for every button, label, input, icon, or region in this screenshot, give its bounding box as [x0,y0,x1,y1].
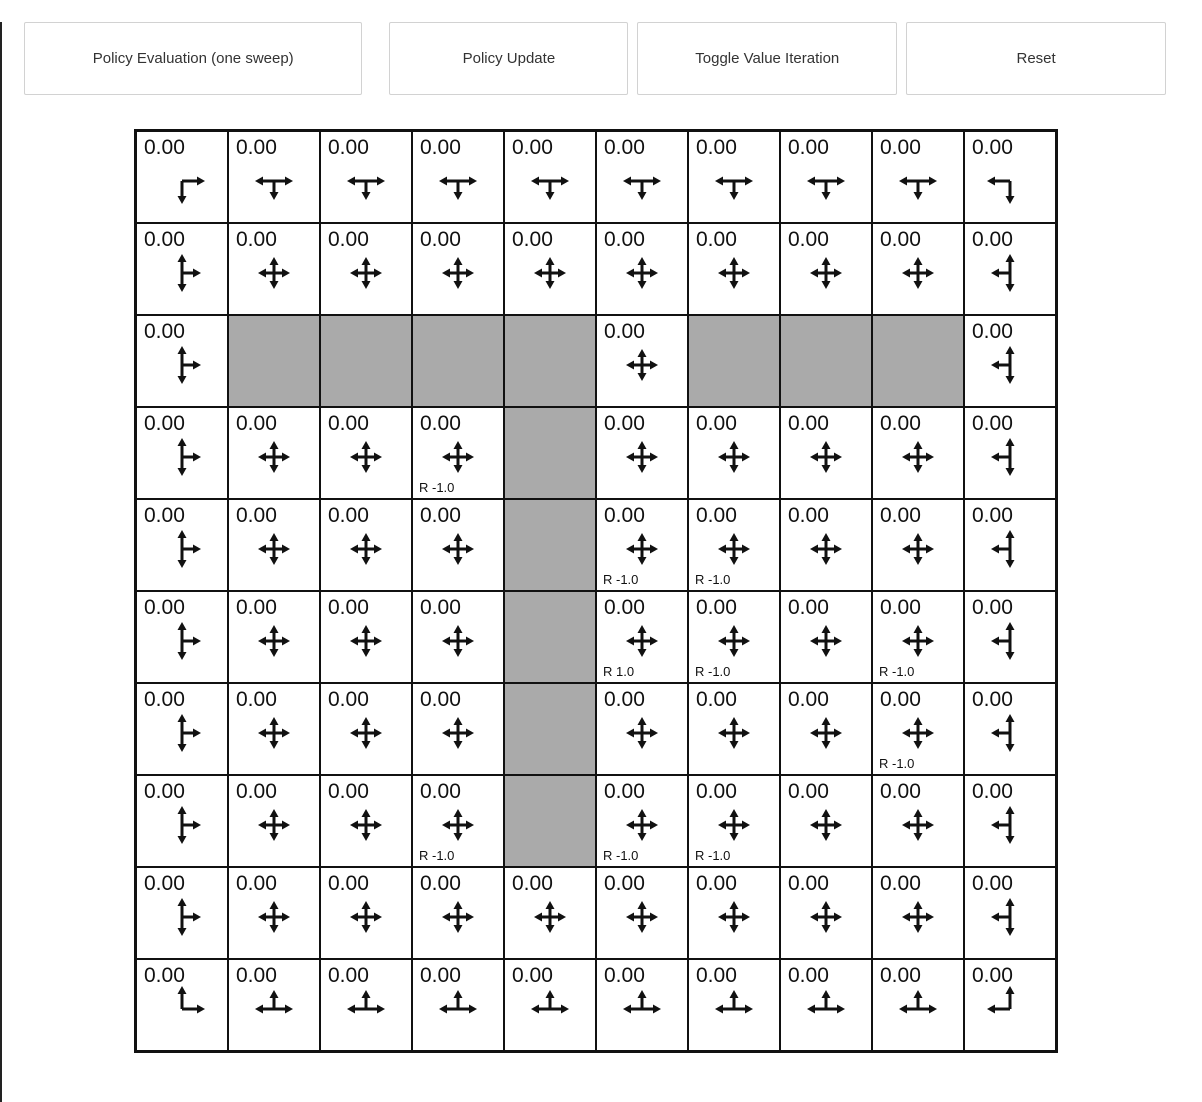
grid-cell[interactable] [412,131,504,223]
cell-value: 0.00 [788,228,829,251]
grid-cell[interactable] [596,131,688,223]
grid-cell[interactable] [136,315,228,407]
cell-value: 0.00 [972,504,1013,527]
grid-cell[interactable] [136,407,228,499]
cell-value: 0.00 [236,780,277,803]
cell-reward: R -1.0 [695,572,731,587]
policy-arrows-icon [158,617,206,665]
policy-arrows-icon [526,893,574,941]
policy-arrows-icon [158,985,206,1033]
cell-value: 0.00 [972,780,1013,803]
grid-cell[interactable] [964,315,1056,407]
cell-value: 0.00 [880,412,921,435]
policy-arrows-icon [894,709,942,757]
policy-arrows-icon [710,157,758,205]
cell-value: 0.00 [604,780,645,803]
cell-value: 0.00 [236,688,277,711]
grid-cell-wall[interactable] [872,315,964,407]
policy-arrows-icon [434,801,482,849]
policy-arrows-icon [986,709,1034,757]
policy-arrows-icon [434,249,482,297]
grid-cell[interactable] [320,223,412,315]
policy-arrows-icon [618,617,666,665]
grid-cell[interactable] [228,775,320,867]
grid-cell[interactable] [872,223,964,315]
cell-value: 0.00 [420,872,461,895]
cell-value: 0.00 [604,872,645,895]
grid-cell[interactable] [412,407,504,499]
grid-cell[interactable] [596,499,688,591]
policy-arrows-icon [802,985,850,1033]
cell-value: 0.00 [788,504,829,527]
policy-arrows-icon [710,249,758,297]
policy-arrows-icon [986,985,1034,1033]
policy-arrows-icon [618,249,666,297]
grid-cell[interactable] [320,407,412,499]
grid-cell[interactable] [412,223,504,315]
grid-cell[interactable] [596,959,688,1051]
grid-cell-wall[interactable] [504,775,596,867]
grid-cell[interactable] [780,959,872,1051]
grid-cell[interactable] [136,959,228,1051]
policy-arrows-icon [986,433,1034,481]
policy-arrows-icon [158,249,206,297]
grid-cell-wall[interactable] [228,315,320,407]
cell-value: 0.00 [144,504,185,527]
cell-value: 0.00 [328,504,369,527]
cell-value: 0.00 [604,688,645,711]
grid-cell[interactable] [688,959,780,1051]
cell-value: 0.00 [420,504,461,527]
cell-value: 0.00 [972,964,1013,987]
grid-cell[interactable] [504,867,596,959]
cell-value: 0.00 [236,872,277,895]
policy-arrows-icon [158,341,206,389]
policy-arrows-icon [250,525,298,573]
policy-arrows-icon [342,709,390,757]
policy-evaluation-button[interactable]: Policy Evaluation (one sweep) [24,22,362,95]
grid-cell[interactable] [136,775,228,867]
grid-cell[interactable] [596,683,688,775]
cell-value: 0.00 [972,320,1013,343]
policy-arrows-icon [250,157,298,205]
cell-value: 0.00 [144,964,185,987]
cell-reward: R 1.0 [603,664,635,679]
grid-cell[interactable] [872,407,964,499]
policy-arrows-icon [894,801,942,849]
policy-arrows-icon [986,801,1034,849]
policy-arrows-icon [802,709,850,757]
grid-cell-wall[interactable] [688,315,780,407]
policy-arrows-icon [158,157,206,205]
cell-value: 0.00 [144,780,185,803]
grid-cell[interactable] [596,867,688,959]
cell-value: 0.00 [604,964,645,987]
cell-value: 0.00 [236,504,277,527]
policy-arrows-icon [526,249,574,297]
policy-arrows-icon [986,157,1034,205]
grid-cell[interactable] [596,315,688,407]
policy-arrows-icon [894,157,942,205]
policy-arrows-icon [158,801,206,849]
cell-value: 0.00 [420,780,461,803]
cell-value: 0.00 [328,412,369,435]
cell-value: 0.00 [328,136,369,159]
policy-arrows-icon [250,433,298,481]
grid-cell[interactable] [136,591,228,683]
policy-arrows-icon [250,985,298,1033]
grid-cell[interactable] [964,407,1056,499]
cell-value: 0.00 [144,872,185,895]
cell-value: 0.00 [144,228,185,251]
grid-cell[interactable] [320,591,412,683]
grid-cell[interactable] [780,131,872,223]
cell-reward: R -1.0 [419,848,455,863]
cell-value: 0.00 [604,228,645,251]
grid-cell[interactable] [780,499,872,591]
policy-arrows-icon [342,893,390,941]
policy-arrows-icon [894,985,942,1033]
policy-arrows-icon [802,801,850,849]
cell-reward: R -1.0 [879,756,915,771]
cell-value: 0.00 [420,136,461,159]
policy-arrows-icon [618,341,666,389]
policy-arrows-icon [618,525,666,573]
grid-cell[interactable] [780,867,872,959]
policy-arrows-icon [710,525,758,573]
cell-value: 0.00 [236,596,277,619]
grid-cell[interactable] [504,959,596,1051]
policy-arrows-icon [250,801,298,849]
cell-value: 0.00 [972,872,1013,895]
grid-cell[interactable] [688,775,780,867]
cell-reward: R -1.0 [603,848,639,863]
policy-arrows-icon [434,525,482,573]
cell-value: 0.00 [236,228,277,251]
policy-arrows-icon [158,893,206,941]
policy-arrows-icon [986,341,1034,389]
grid-cell[interactable] [688,499,780,591]
cell-value: 0.00 [512,964,553,987]
cell-value: 0.00 [236,136,277,159]
cell-reward: R -1.0 [695,664,731,679]
cell-value: 0.00 [144,412,185,435]
grid-cell-wall[interactable] [780,315,872,407]
cell-value: 0.00 [236,964,277,987]
grid-cell[interactable] [596,775,688,867]
grid-cell[interactable] [412,867,504,959]
gridworld [134,129,1058,1053]
cell-value: 0.00 [512,136,553,159]
cell-value: 0.00 [696,504,737,527]
cell-value: 0.00 [144,136,185,159]
policy-arrows-icon [434,709,482,757]
grid-cell-wall[interactable] [504,407,596,499]
grid-cell[interactable] [504,131,596,223]
cell-value: 0.00 [696,688,737,711]
grid-cell-wall[interactable] [504,683,596,775]
policy-arrows-icon [894,525,942,573]
cell-value: 0.00 [788,136,829,159]
policy-arrows-icon [710,985,758,1033]
policy-arrows-icon [710,801,758,849]
grid-cell-wall[interactable] [412,315,504,407]
grid-cell[interactable] [688,867,780,959]
policy-arrows-icon [434,617,482,665]
grid-cell[interactable] [228,131,320,223]
grid-cell[interactable] [136,499,228,591]
grid-cell[interactable] [688,407,780,499]
policy-arrows-icon [618,433,666,481]
cell-reward: R -1.0 [603,572,639,587]
policy-arrows-icon [802,617,850,665]
policy-arrows-icon [434,157,482,205]
cell-value: 0.00 [144,688,185,711]
grid-cell[interactable] [964,959,1056,1051]
cell-value: 0.00 [788,780,829,803]
cell-value: 0.00 [972,136,1013,159]
policy-arrows-icon [342,617,390,665]
policy-arrows-icon [802,433,850,481]
cell-value: 0.00 [604,320,645,343]
policy-arrows-icon [802,525,850,573]
grid-cell[interactable] [228,867,320,959]
cell-value: 0.00 [420,412,461,435]
cell-value: 0.00 [696,136,737,159]
policy-arrows-icon [986,617,1034,665]
policy-arrows-icon [802,249,850,297]
cell-value: 0.00 [328,780,369,803]
grid-cell[interactable] [688,591,780,683]
cell-value: 0.00 [604,596,645,619]
grid-cell[interactable] [596,223,688,315]
grid-cell[interactable] [228,499,320,591]
policy-arrows-icon [710,709,758,757]
cell-reward: R -1.0 [695,848,731,863]
cell-value: 0.00 [788,964,829,987]
grid-cell[interactable] [228,407,320,499]
grid-cell[interactable] [412,591,504,683]
cell-value: 0.00 [696,964,737,987]
toggle-value-iteration-button[interactable]: Toggle Value Iteration [637,22,897,95]
policy-arrows-icon [342,249,390,297]
policy-arrows-icon [434,433,482,481]
cell-value: 0.00 [788,872,829,895]
grid-cell[interactable] [320,499,412,591]
grid-cell[interactable] [412,499,504,591]
policy-arrows-icon [250,893,298,941]
cell-value: 0.00 [972,228,1013,251]
grid-cell-wall[interactable] [504,499,596,591]
cell-value: 0.00 [696,872,737,895]
cell-value: 0.00 [880,780,921,803]
grid-cell[interactable] [872,959,964,1051]
grid-cell[interactable] [320,131,412,223]
cell-value: 0.00 [880,964,921,987]
cell-value: 0.00 [604,412,645,435]
policy-arrows-icon [434,985,482,1033]
cell-value: 0.00 [328,228,369,251]
policy-arrows-icon [526,985,574,1033]
cell-value: 0.00 [880,504,921,527]
policy-arrows-icon [342,525,390,573]
policy-arrows-icon [342,433,390,481]
cell-value: 0.00 [328,964,369,987]
grid-cell[interactable] [228,959,320,1051]
policy-arrows-icon [802,157,850,205]
grid-cell[interactable] [872,591,964,683]
cell-value: 0.00 [880,872,921,895]
policy-arrows-icon [894,249,942,297]
grid-cell-wall[interactable] [504,315,596,407]
cell-value: 0.00 [604,504,645,527]
cell-value: 0.00 [604,136,645,159]
cell-value: 0.00 [880,228,921,251]
cell-reward: R -1.0 [419,480,455,495]
grid-cell[interactable] [412,683,504,775]
grid-cell[interactable] [780,683,872,775]
cell-value: 0.00 [144,596,185,619]
grid-cell[interactable] [596,407,688,499]
page-edge-line [0,22,2,1102]
cell-value: 0.00 [972,412,1013,435]
cell-value: 0.00 [420,964,461,987]
grid-cell-wall[interactable] [504,591,596,683]
policy-arrows-icon [894,433,942,481]
grid-cell[interactable] [688,131,780,223]
policy-arrows-icon [710,617,758,665]
grid-cell[interactable] [964,867,1056,959]
cell-value: 0.00 [512,872,553,895]
cell-value: 0.00 [696,780,737,803]
policy-arrows-icon [894,617,942,665]
policy-arrows-icon [158,433,206,481]
cell-value: 0.00 [696,412,737,435]
grid-cell[interactable] [320,867,412,959]
cell-value: 0.00 [236,412,277,435]
reset-button[interactable]: Reset [906,22,1166,95]
grid-cell[interactable] [872,867,964,959]
cell-value: 0.00 [972,688,1013,711]
grid-cell[interactable] [964,591,1056,683]
policy-arrows-icon [986,525,1034,573]
grid-cell[interactable] [136,867,228,959]
policy-arrows-icon [250,709,298,757]
grid-cell[interactable] [228,223,320,315]
policy-arrows-icon [986,249,1034,297]
policy-arrows-icon [618,985,666,1033]
grid-cell[interactable] [412,775,504,867]
grid-cell[interactable] [228,591,320,683]
cell-value: 0.00 [420,228,461,251]
grid-cell[interactable] [780,407,872,499]
policy-arrows-icon [802,893,850,941]
grid-cell[interactable] [136,683,228,775]
cell-value: 0.00 [328,688,369,711]
policy-arrows-icon [434,893,482,941]
policy-arrows-icon [618,157,666,205]
policy-arrows-icon [250,617,298,665]
grid-cell[interactable] [872,683,964,775]
cell-value: 0.00 [880,596,921,619]
cell-value: 0.00 [788,596,829,619]
policy-arrows-icon [158,709,206,757]
grid-cell[interactable] [872,775,964,867]
policy-arrows-icon [710,893,758,941]
policy-arrows-icon [158,525,206,573]
grid-cell[interactable] [780,591,872,683]
policy-arrows-icon [342,801,390,849]
cell-value: 0.00 [328,596,369,619]
grid-cell[interactable] [136,223,228,315]
grid-cell[interactable] [964,683,1056,775]
cell-value: 0.00 [328,872,369,895]
policy-arrows-icon [342,157,390,205]
policy-arrows-icon [250,249,298,297]
policy-arrows-icon [618,893,666,941]
cell-value: 0.00 [696,596,737,619]
grid-cell[interactable] [964,131,1056,223]
grid-cell[interactable] [136,131,228,223]
cell-value: 0.00 [788,412,829,435]
grid-cell[interactable] [688,223,780,315]
grid-cell[interactable] [872,499,964,591]
grid-cell[interactable] [320,775,412,867]
cell-reward: R -1.0 [879,664,915,679]
cell-value: 0.00 [788,688,829,711]
grid-cell[interactable] [596,591,688,683]
policy-update-button[interactable]: Policy Update [389,22,628,95]
cell-value: 0.00 [696,228,737,251]
policy-arrows-icon [618,801,666,849]
policy-arrows-icon [342,985,390,1033]
policy-arrows-icon [986,893,1034,941]
grid-cell[interactable] [228,683,320,775]
cell-value: 0.00 [420,688,461,711]
grid-cell[interactable] [780,223,872,315]
grid-cell[interactable] [688,683,780,775]
cell-value: 0.00 [144,320,185,343]
policy-arrows-icon [618,709,666,757]
grid-cell[interactable] [780,775,872,867]
policy-arrows-icon [526,157,574,205]
grid-cell-wall[interactable] [320,315,412,407]
grid-cell[interactable] [964,499,1056,591]
cell-value: 0.00 [420,596,461,619]
cell-value: 0.00 [512,228,553,251]
cell-value: 0.00 [880,136,921,159]
toolbar [24,22,1166,95]
grid-cell[interactable] [412,959,504,1051]
cell-value: 0.00 [972,596,1013,619]
policy-arrows-icon [894,893,942,941]
grid-cell[interactable] [320,683,412,775]
grid-cell[interactable] [872,131,964,223]
policy-arrows-icon [710,433,758,481]
grid-cell[interactable] [964,223,1056,315]
cell-value: 0.00 [880,688,921,711]
grid-cell[interactable] [504,223,596,315]
grid-cell[interactable] [320,959,412,1051]
grid-cell[interactable] [964,775,1056,867]
